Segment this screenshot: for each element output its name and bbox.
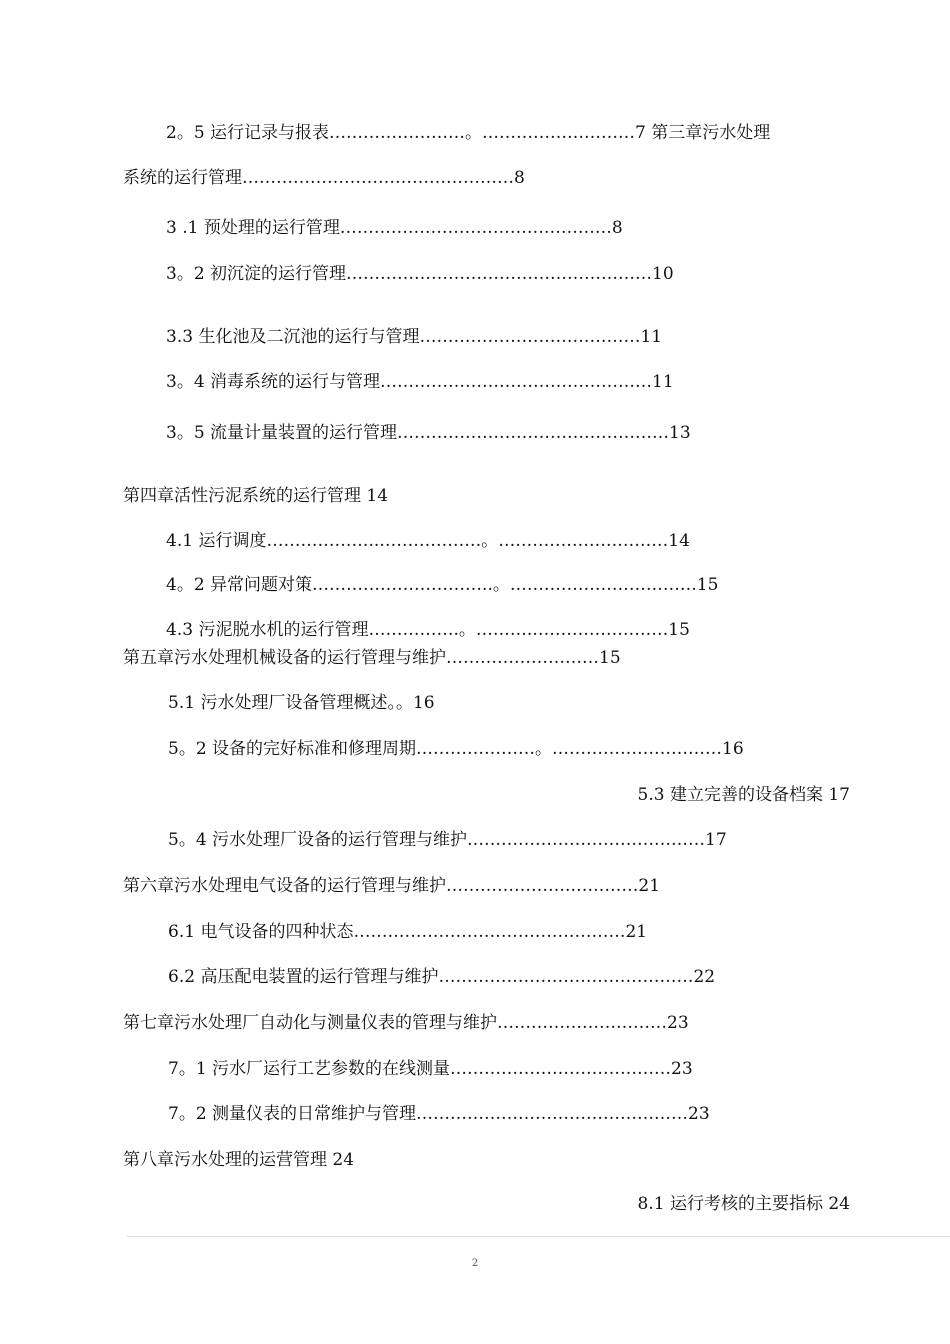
- toc-line-5-4: 5。4 污水处理厂设备的运行管理与维护……………………………………17: [168, 830, 727, 850]
- toc-line-6-1: 6.1 电气设备的四种状态…………………………………………21: [168, 922, 648, 942]
- toc-line-chapter-4: 第四章活性污泥系统的运行管理 14: [123, 486, 389, 506]
- toc-line-3-1: 3 .1 预处理的运行管理…………………………………………8: [166, 218, 623, 238]
- toc-line-2-5: 2。5 运行记录与报表……………………。………………………7 第三章污水处理: [166, 123, 771, 143]
- toc-line-chapter-3-cont: 系统的运行管理…………………………………………8: [123, 168, 525, 188]
- toc-line-chapter-8: 第八章污水处理的运营管理 24: [123, 1150, 355, 1170]
- toc-line-3-2: 3。2 初沉淀的运行管理………………………………………………10: [166, 264, 674, 284]
- toc-line-4-3: 4.3 污泥脱水机的运行管理…………….。……….……………………15: [166, 620, 690, 640]
- toc-line-4-2: 4。2 异常问题对策…………………………..。……………………………15: [166, 575, 719, 595]
- toc-line-3-5: 3。5 流量计量装置的运行管理…………………………………………13: [166, 423, 691, 443]
- toc-line-4-1: 4.1 运行调度………………..………………。…………………………14: [166, 531, 690, 551]
- toc-line-chapter-7: 第七章污水处理厂自动化与测量仪表的管理与维护…………………………23: [123, 1013, 689, 1033]
- toc-line-8-1: 8.1 运行考核的主要指标 24: [637, 1194, 850, 1214]
- footer-divider: [127, 1236, 950, 1237]
- toc-line-3-3: 3.3 生化池及二沉池的运行与管理…………………………………11: [166, 327, 663, 347]
- toc-line-5-2: 5。2 设备的完好标准和修理周期…………………。…………………………16: [168, 739, 744, 759]
- toc-line-7-1: 7。1 污水厂运行工艺参数的在线测量…………………………………23: [168, 1059, 693, 1079]
- toc-line-7-2: 7。2 测量仪表的日常维护与管理…………………………………………23: [168, 1104, 710, 1124]
- toc-line-chapter-5: 第五章污水处理机械设备的运行管理与维护………………………15: [123, 648, 621, 668]
- toc-line-5-1: 5.1 污水处理厂设备管理概述。。16: [168, 693, 435, 713]
- toc-line-chapter-6: 第六章污水处理电气设备的运行管理与维护………………….…………21: [123, 876, 661, 896]
- toc-line-5-3: 5.3 建立完善的设备档案 17: [637, 785, 850, 805]
- toc-line-3-4: 3。4 消毒系统的运行与管理…………………………………………11: [166, 372, 674, 392]
- toc-line-6-2: 6.2 高压配电装置的运行管理与维护………………………………………22: [168, 967, 716, 987]
- page-number: 2: [471, 1258, 479, 1269]
